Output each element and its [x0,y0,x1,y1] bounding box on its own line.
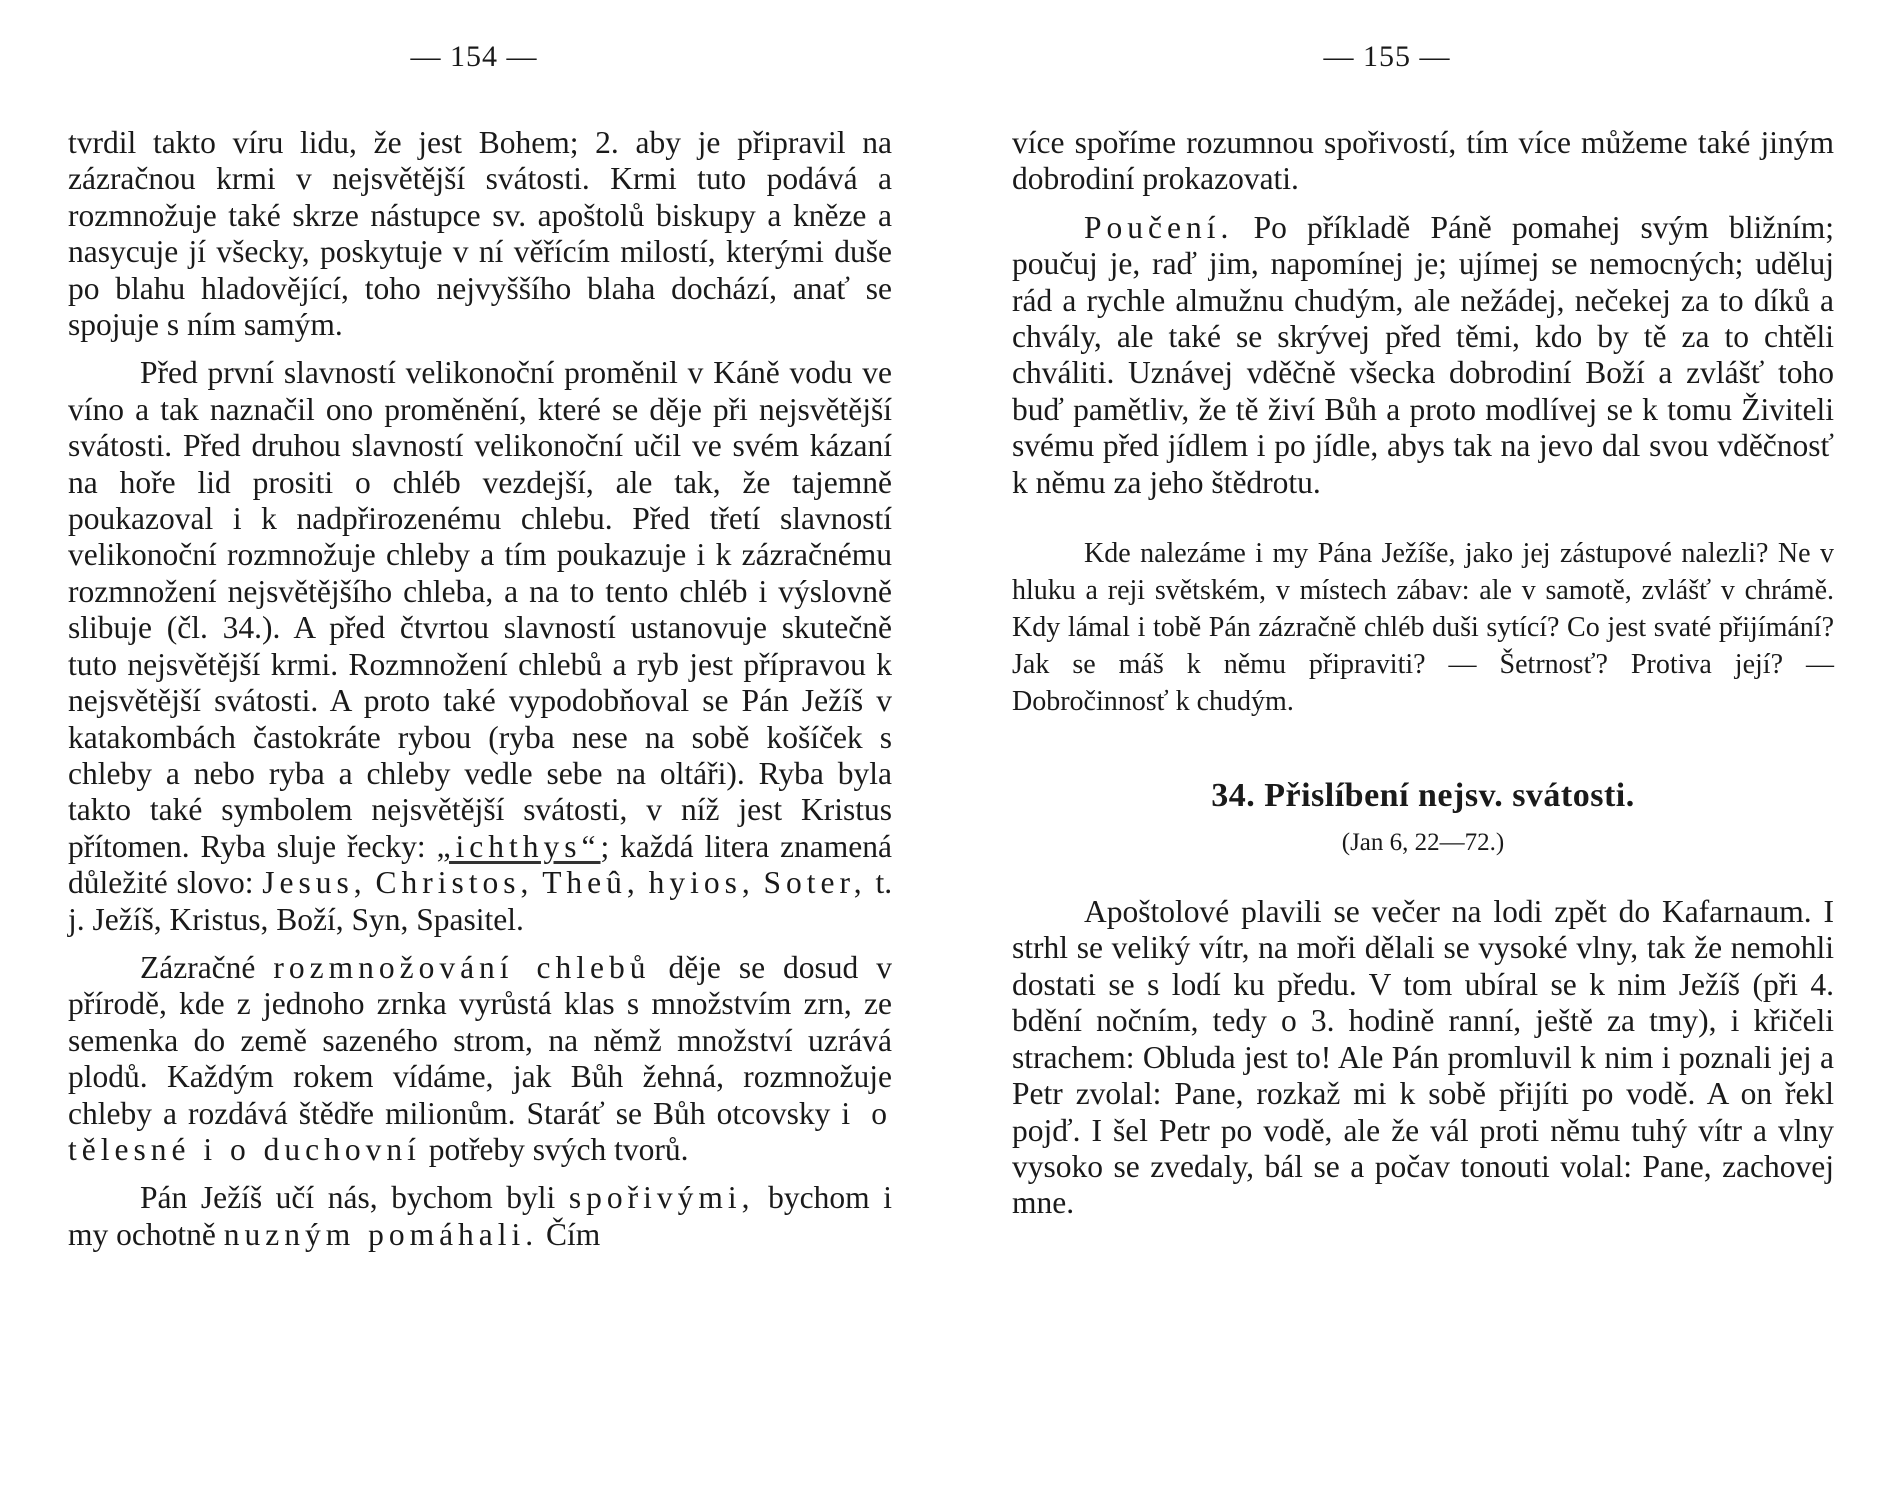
paragraph-text: ; každá litera znamená důležité slovo: [68,828,892,901]
greek-word: „ichthys“ [436,828,601,864]
paragraph [68,355,892,938]
emphasized-text: spořivými, [568,1180,755,1216]
paragraph-text: děje se dosud v přírodě, kde z jednoho zrnka vyrůstá klas s množstvím zrn, ze semenka do země sazeného strom, na němž množství uzrává plodů. Každým rokem vídáme, jak Bůh žehná, rozmnožuje chleby a rozdává štědře milionům. Staráť se Bůh otcovsky [68,949,893,1131]
left-page [68,0,892,1500]
questions-text: Kde nalezáme i my Pána Ježíše, jako jej zástupové nalezli? Ne v hluku a reji světském, v místech zábav: ale v samotě, zvlášť v chrámě. Kdy lámal i tobě Pán zázračně chléb duši sytící? Co jest svaté přijímání? Jak se máš k němu připraviti? — Šetrnosť? Protiva její? — Dobročinnosť k chudým. [1012,538,1834,718]
paragraph-text: t. j. Ježíš, Kristus, Boží, Syn, Spasitel. [68,865,893,937]
paragraph-text: bychom i my ochotně [68,1180,893,1252]
paragraph-text: Před první slavností velikonoční proměnil v Káně vodu ve víno a tak naznačil ono proměnění, které se děje při nejsvětější svátosti. Před druhou slavností velikonoční učil ve svém kázaní na hoře lid prositi o chléb vezdejší, ale tak, že tajemně poukazoval i k nadpřirozenému chlebu. Před třetí slavností velikonoční rozmnožuje chleby a tím poukazuje i k zázračnému rozmnožení nejsvětějšího chleba, a na to tento chléb i výslovně slibuje (čl. 34.). A před čtvrtou slavností ustanovuje skutečně tuto nejsvětější krmi. Rozmnožení chlebů a ryb jest přípravou k nejsvětější svátosti. A proto také vypodobňoval se Pán Ježíš v katakombách častokráte rybou (ryba nese na sobě košíček s chleby a nebo ryba a chleby vedle sebe na oltáři). Ryba byla takto také symbolem nejsvětější svátosti, v níž jest Kristus přítomen. Ryba sluje řecky: [68,355,892,864]
paragraph [1012,210,1834,501]
emphasized-text: i o tělesné i o duchovní [68,1095,892,1167]
paragraph: tvrdil takto víru lidu, že jest Bohem; 2. aby je připravil na zázračnou krmi v nejsvětější svátosti. Krmi tuto podává a rozmnožuje také skrze nástupce sv. apoštolů biskupy a kněze a nasycuje jí všecky, poskytuje v ní věřícím milostí, kterými duše po blahu hladovějící, toho nejvyššího blaha dochází, anať se spojuje s ním samým. [68,125,892,343]
paragraph-text: Zázračné [140,949,256,985]
page-number-right: — 155 — [1323,40,1451,73]
right-page [1012,0,1834,1500]
section-title: 34. Přislíbení nejsv. svátosti. [1211,777,1635,815]
paragraph [68,950,892,1168]
section-label: Poučení. [1084,209,1234,245]
section-reference: (Jan 6, 22—72.) [1341,829,1505,857]
emphasized-text: rozmnožování chlebů [273,949,651,985]
greek-word: hyios, [648,865,755,901]
emphasized-text: nuzným pomáhali. [223,1216,539,1252]
right-page-body [1012,125,1834,1234]
greek-word: Christos, [375,865,534,901]
greek-word: Theû, [542,865,640,901]
paragraph-text: potřeby svých tvorů. [428,1131,689,1167]
paragraph-text: Čím [546,1216,601,1252]
greek-word: Jesus, [262,865,367,901]
paragraph: více spoříme rozumnou spořivostí, tím více můžeme také jiným dobrodiní prokazovati. [1012,125,1834,197]
left-page-body [68,125,892,1265]
paragraph-text: Po příkladě Páně pomahej svým bližním; poučuj je, raď jim, napomínej je; ujímej se nemocných; uděluj rád a rychle almužnu chudým, ale nežádej, nečekej za to díků a chvály, ale také se skrývej před těmi, kdo by tě za to chtěli chváliti. Uznávej vděčně všecka dobrodiní Boží a zvlášť toho buď pamětliv, že tě živí Bůh a proto modlívej se k tomu Živiteli svému před jídlem i po jídle, abys tak na jevo dal svou vděčnosť k němu za jeho štědrotu. [1012,209,1834,500]
review-questions [1012,535,1834,720]
paragraph: Apoštolové plavili se večer na lodi zpět do Kafarnaum. I strhl se veliký vítr, na moři dělali se vysoké vlny, tak že nemohli dostati se s lodí ku předu. V tom ubíral se k nim Ježíš (při 4. bdění nočním, tedy o 3. hodině ranní, ještě za tmy), i křičeli strachem: Obluda jest to! Ale Pán promluvil k nim i poznali jej a Petr zvolal: Pane, rozkaž mi k sobě přijíti po vodě. A on řekl pojď. I šel Petr po vodě, ale že vál proti němu tuhý vítr a vlny vysoko se zvedaly, bál se a počav tonouti volal: Pane, zachovej mne. [1012,894,1834,1221]
greek-word: Soter, [763,865,867,901]
page-number-left: — 154 — [410,40,538,73]
paragraph [68,1180,892,1253]
paragraph-text: Pán Ježíš učí nás, bychom byli [140,1180,556,1216]
